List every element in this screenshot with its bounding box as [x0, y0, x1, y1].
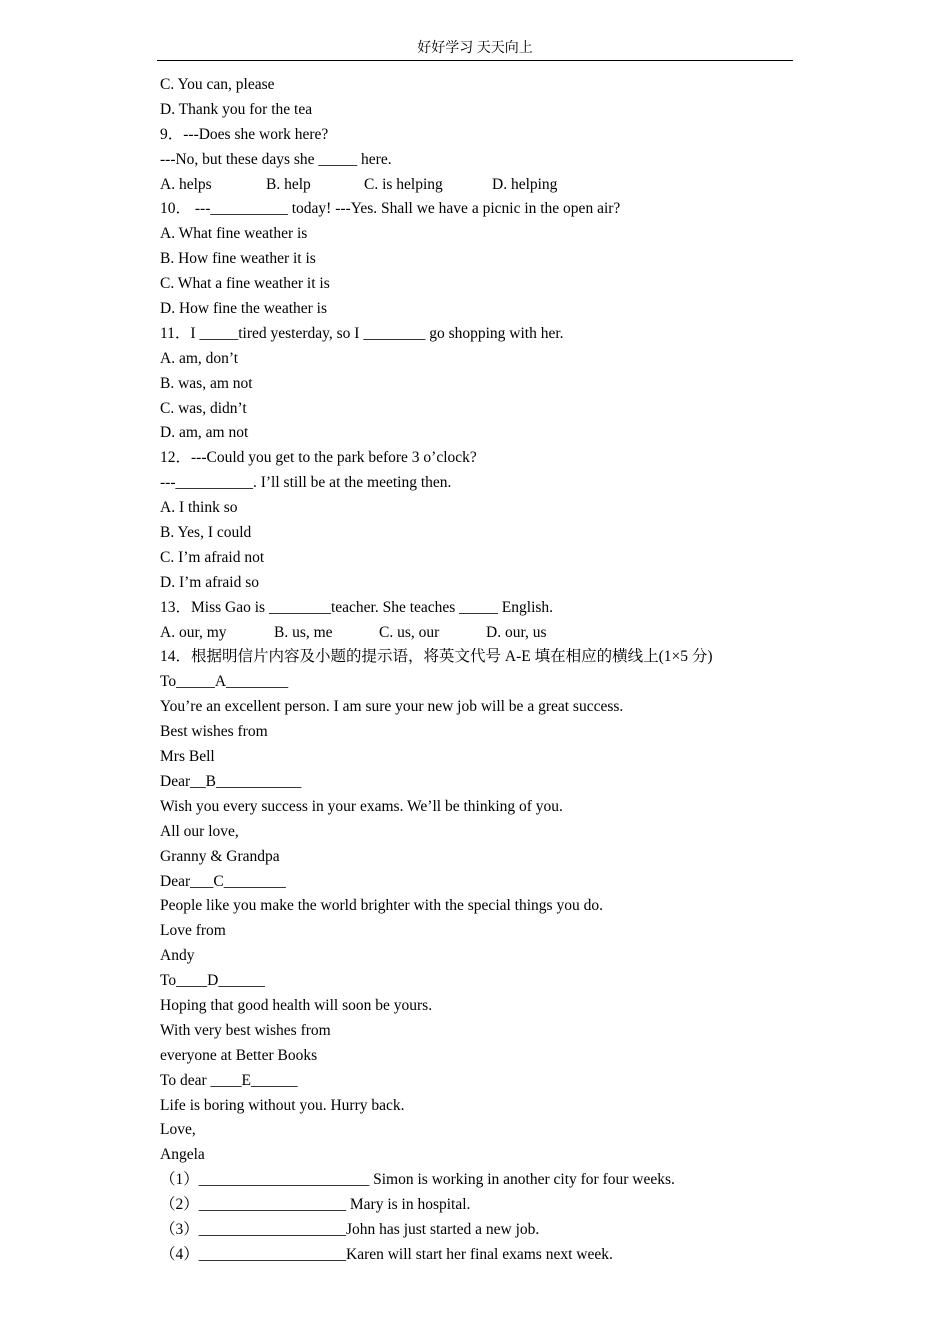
question-12-prompt: 12．---Could you get to the park before 3 o’clock? [160, 449, 477, 467]
sub-question-2: （2）___________________ Mary is in hospital. [160, 1196, 471, 1214]
option-c: C. is helping [364, 175, 443, 193]
option-line: C. I’m afraid not [160, 548, 265, 566]
option-line: A. What fine weather is [160, 225, 308, 243]
option-line: B. How fine weather it is [160, 250, 316, 268]
postcard-line: Mrs Bell [160, 748, 215, 766]
question-9-prompt: 9．---Does she work here? [160, 125, 329, 143]
postcard-line: Dear__B___________ [160, 772, 302, 790]
postcard-line: Granny & Grandpa [160, 847, 280, 865]
question-14-prompt: 14．根据明信片内容及小题的提示语，将英文代号 A-E 填在相应的横线上(1×5 分) [160, 648, 713, 666]
option-line: C. What a fine weather it is [160, 275, 330, 293]
header-title: 好好学习 天天向上 [417, 41, 533, 56]
option-a: A. helps [160, 175, 212, 193]
option-line: B. was, am not [160, 374, 253, 392]
question-11-prompt: 11．I _____tired yesterday, so I ________ go shopping with her. [160, 324, 564, 342]
text-line: ---No, but these days she _____ here. [160, 150, 392, 168]
option-line: D. How fine the weather is [160, 300, 328, 318]
option-line: D. am, am not [160, 424, 249, 442]
text-line: D. Thank you for the tea [160, 100, 313, 118]
option-d: D. our, us [486, 623, 547, 641]
text-line: ---__________. I’ll still be at the meeting then. [160, 474, 452, 492]
postcard-line: To_____A________ [160, 673, 289, 691]
postcard-line: With very best wishes from [160, 1021, 331, 1039]
postcard-line: Wish you every success in your exams. We’ll be thinking of you. [160, 797, 563, 815]
postcard-line: Love from [160, 922, 226, 940]
option-a: A. our, my [160, 623, 227, 641]
question-9-options [160, 173, 800, 198]
postcard-line: Best wishes from [160, 723, 268, 741]
document-body [160, 73, 800, 1268]
postcard-line: Life is boring without you. Hurry back. [160, 1096, 405, 1114]
sub-question-4: （4）___________________Karen will start her final exams next week. [160, 1245, 613, 1263]
question-10-prompt: 10． ---__________ today! ---Yes. Shall we have a picnic in the open air? [160, 200, 621, 218]
postcard-line: To dear ____E______ [160, 1071, 298, 1089]
option-line: A. I think so [160, 499, 238, 517]
sub-question-1: （1）______________________ Simon is working in another city for four weeks. [160, 1171, 675, 1189]
option-line: D. I’m afraid so [160, 573, 259, 591]
postcard-line: Andy [160, 947, 195, 965]
option-b: B. us, me [274, 623, 333, 641]
question-13-prompt: 13．Miss Gao is ________teacher. She teaches _____ English. [160, 598, 554, 616]
postcard-line: People like you make the world brighter with the special things you do. [160, 897, 603, 915]
postcard-line: Angela [160, 1146, 205, 1164]
question-13-options [160, 621, 800, 646]
postcard-line: Dear___C________ [160, 872, 286, 890]
postcard-line: You’re an excellent person. I am sure your new job will be a great success. [160, 698, 624, 716]
text-line: C. You can, please [160, 76, 275, 93]
sub-question-3: （3）___________________John has just started a new job. [160, 1220, 540, 1238]
option-line: C. was, didn’t [160, 399, 247, 417]
postcard-line: Hoping that good health will soon be yours. [160, 996, 433, 1014]
postcard-line: everyone at Better Books [160, 1046, 318, 1064]
postcard-line: All our love, [160, 822, 239, 840]
option-d: D. helping [492, 175, 558, 193]
postcard-line: Love, [160, 1121, 196, 1139]
option-line: B. Yes, I could [160, 524, 252, 542]
postcard-line: To____D______ [160, 972, 265, 990]
option-b: B. help [266, 175, 311, 193]
option-c: C. us, our [379, 623, 440, 641]
page-header [157, 38, 793, 61]
option-line: A. am, don’t [160, 349, 239, 367]
